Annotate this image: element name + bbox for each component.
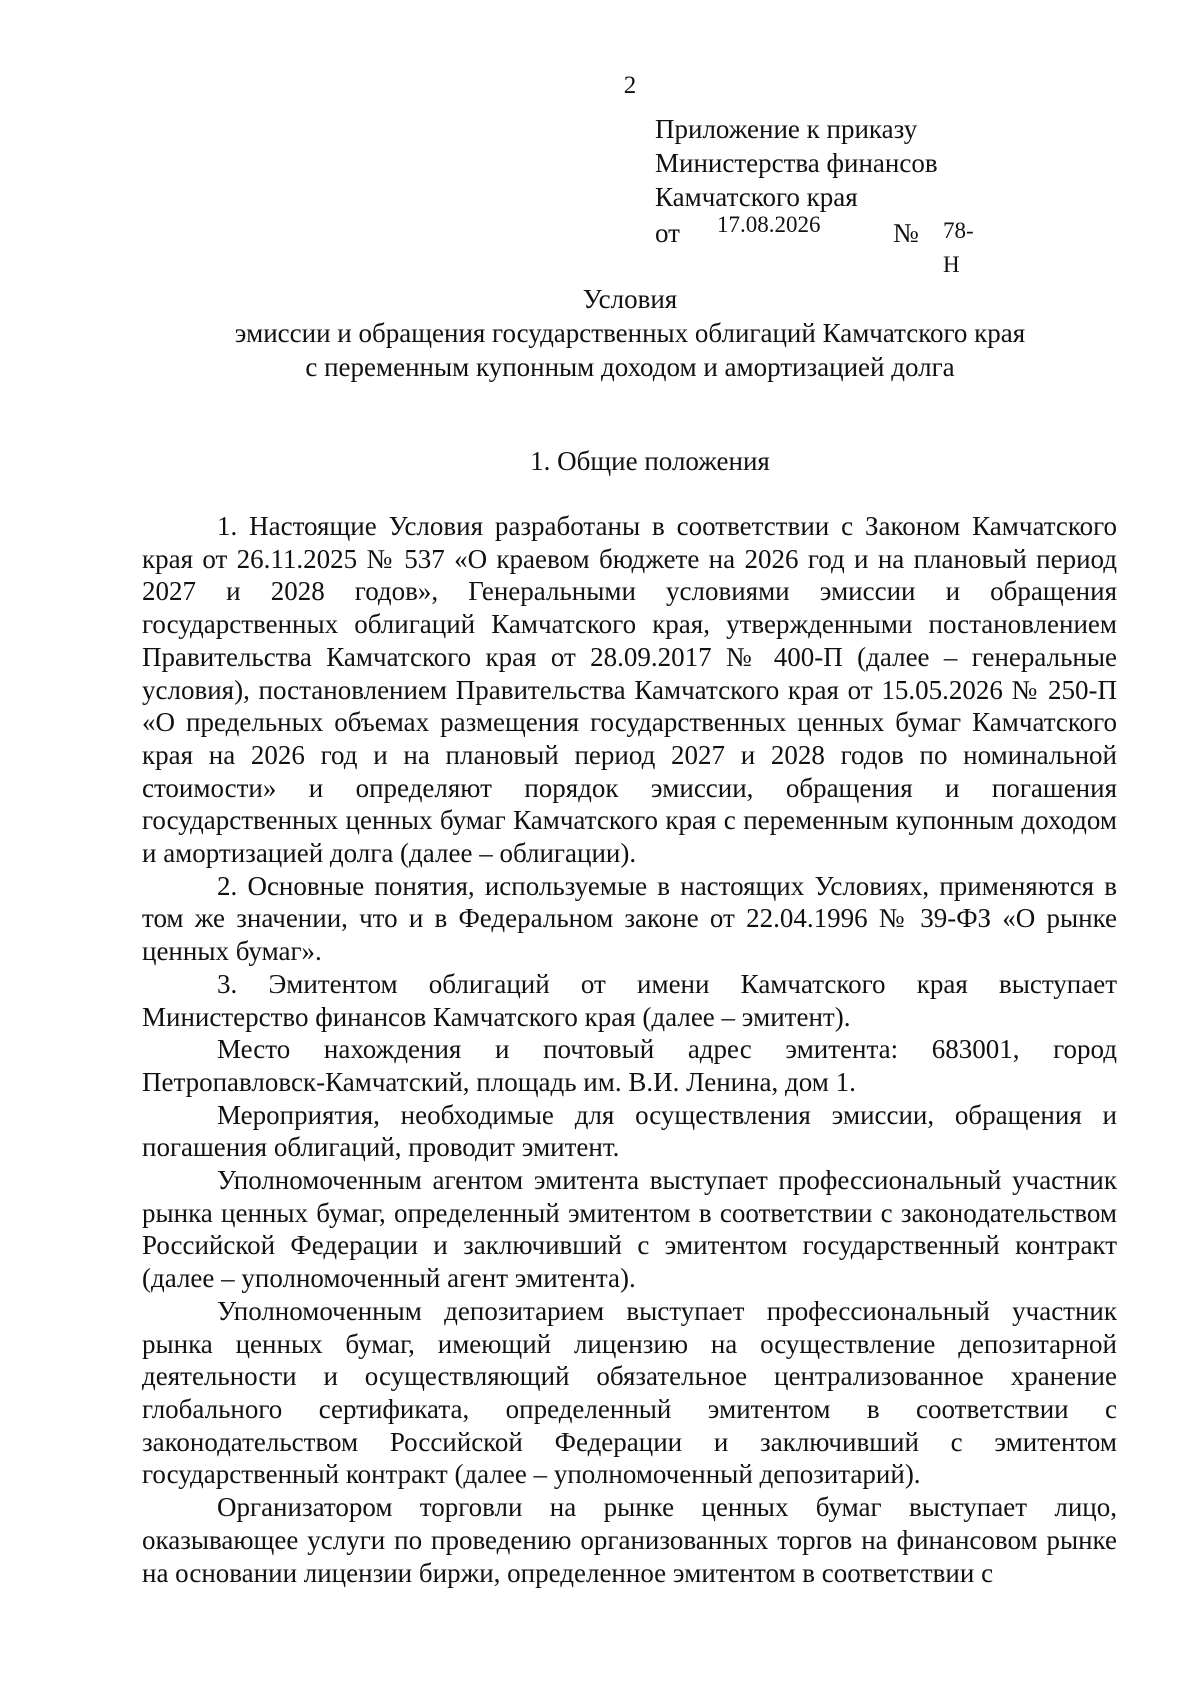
approval-line-1: Приложение к приказу xyxy=(655,114,918,144)
approval-date: 17.08.2026 xyxy=(717,212,821,237)
paragraph: Место нахождения и почтовый адрес эмитента: 683001, город Петропавловск-Камчатский, площадь им. В.И. Ленина, дом 1. xyxy=(142,1034,1117,1097)
body-text xyxy=(142,510,1117,1589)
paragraph: 1. Настоящие Условия разработаны в соответствии с Законом Камчатского края от 26.11.2025 № 537 «О краевом бюджете на 2026 год и на плановый период 2027 и 2028 годов», Генеральными условиями эмиссии и обращения государственных облигаций Камчатского края, утвержденными постановлением Правительства Камчатского края от 28.09.2017 № 400-П (далее – генеральные условия), постановлением Правительства Камчатского края от 15.05.2026 № 250-П «О предельных объемах размещения государственных ценных бумаг Камчатского края на 2026 год и на плановый период 2027 и 2028 годов по номинальной стоимости» и определяют порядок эмиссии, обращения и погашения государственных ценных бумаг Камчатского края с переменным купонным доходом и амортизацией долга (далее – облигации). xyxy=(142,511,1117,869)
page-number: 2 xyxy=(623,72,637,99)
paragraph: Уполномоченным депозитарием выступает профессиональный участник рынка ценных бумаг, имеющий лицензию на осуществление депозитарной деятельности и осуществляющий обязательное централизованное хранение глобального сертификата, определенный эмитентом в соответствии с законодательством Российской Федерации и заключивший с эмитентом государственный контракт (далее – уполномоченный депозитарий). xyxy=(142,1295,1117,1490)
paragraph: 2. Основные понятия, используемые в настоящих Условиях, применяются в том же значении, что и в Федеральном законе от 22.04.1996 № 39-ФЗ «О рынке ценных бумаг». xyxy=(142,870,1117,967)
section-heading: 1. Общие положения xyxy=(530,446,770,476)
approval-number: 78-Н xyxy=(943,218,974,277)
approval-line-2: Министерства финансов xyxy=(655,148,938,178)
paragraph: Уполномоченным агентом эмитента выступает профессиональный участник рынка ценных бумаг, определенный эмитентом в соответствии с законодательством Российской Федерации и заключивший с эмитентом государственный контракт (далее – уполномоченный агент эмитента). xyxy=(142,1165,1117,1294)
title-line-2: эмиссии и обращения государственных облигаций Камчатского края xyxy=(234,318,1026,348)
title-line-1: Условия xyxy=(582,284,678,314)
approval-block xyxy=(655,112,974,277)
approval-date-line xyxy=(655,212,974,277)
document-title xyxy=(0,282,1200,384)
approval-line-3: Камчатского края xyxy=(655,182,858,212)
approval-number-label: № xyxy=(893,218,919,248)
paragraph: Организатором торговли на рынке ценных бумаг выступает лицо, оказывающее услуги по проведению организованных торгов на финансовом рынке на основании лицензии биржи, определенное эмитентом в соответствии с xyxy=(142,1492,1117,1588)
approval-ot-label: от xyxy=(655,218,680,248)
title-line-3: с переменным купонным доходом и амортизацией долга xyxy=(305,352,955,382)
paragraph: 3. Эмитентом облигаций от имени Камчатского края выступает Министерство финансов Камчатского края (далее – эмитент). xyxy=(142,968,1117,1032)
paragraph: Мероприятия, необходимые для осуществления эмиссии, обращения и погашения облигаций, проводит эмитент. xyxy=(142,1099,1117,1163)
